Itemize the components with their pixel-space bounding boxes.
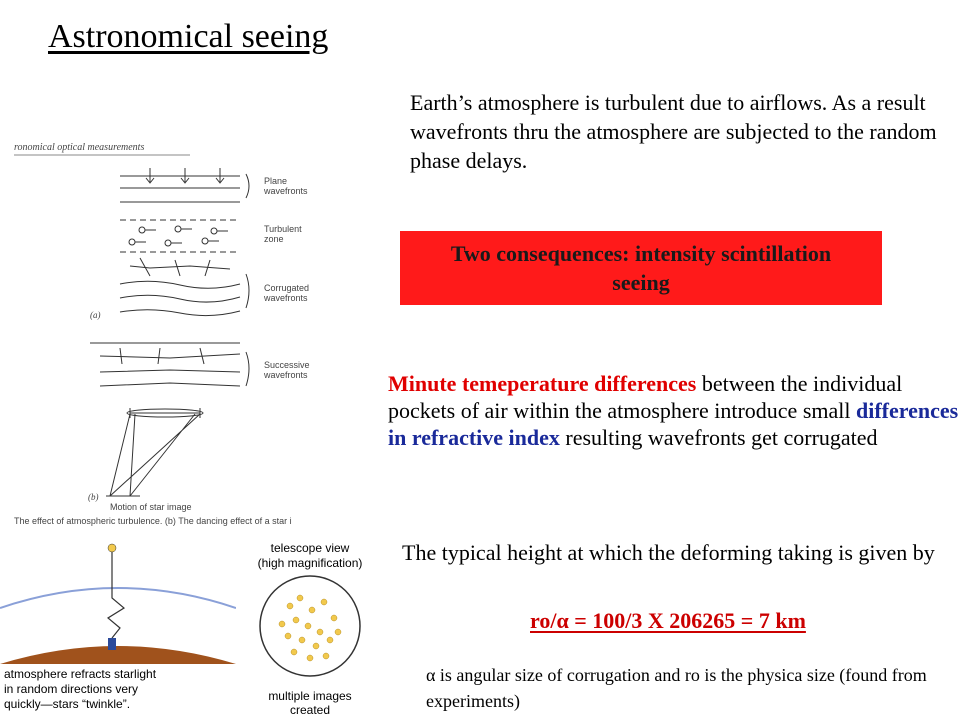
diagram-header: ronomical optical measurements — [14, 142, 145, 153]
panel-b-label: (b) — [88, 492, 99, 502]
label-successive-2: wavefronts — [264, 370, 308, 380]
corrugated-wavefronts — [120, 258, 249, 316]
label-plane-2: wavefronts — [264, 186, 308, 196]
ground-arc — [0, 646, 236, 664]
label-corrugated-2: wavefronts — [264, 293, 308, 303]
telescope-view-illustration — [238, 540, 384, 720]
consequences-box — [400, 231, 882, 305]
telescope-title-2: (high magnification) — [257, 556, 363, 570]
label-plane-1: Plane — [264, 176, 288, 186]
telescope-caption-2: created — [289, 703, 331, 717]
formula-note: α is angular size of corrugation and ro is the physica size (found from experiments) — [426, 665, 927, 711]
twinkle-caption-3: quickly—stars “twinkle”. — [4, 697, 131, 711]
panel-a-label: (a) — [90, 310, 101, 320]
plane-wavefronts — [120, 168, 249, 202]
label-corrugated-1: Corrugated — [264, 283, 310, 293]
intro-paragraph: Earth’s atmosphere is turbulent due to airflows. As a result wavefronts thru the atmosphere are subjected to the random phase delays. — [410, 90, 937, 173]
label-turbulent-1: Turbulent — [264, 224, 302, 234]
light-path — [108, 552, 124, 638]
refraction-text-1: between the individual pockets of air within the atmosphere introduce small — [388, 371, 903, 423]
refraction-text-2: resulting wavefronts get corrugated — [559, 425, 878, 450]
telescope-title-1: telescope view — [270, 541, 350, 555]
temperature-emphasis: Minute temeperature differences — [388, 371, 697, 396]
twinkle-caption-1: atmosphere refracts starlight — [4, 667, 157, 681]
wavefront-diagram — [0, 128, 372, 530]
diagram-caption: The effect of atmospheric turbulence. (b) The dancing effect of a star i — [14, 516, 292, 526]
refraction-paragraph — [388, 370, 960, 451]
successive-wavefronts — [90, 343, 249, 496]
refractive-index-emphasis: differences in refractive index — [388, 398, 959, 450]
telescope-caption-1: multiple images — [268, 689, 352, 703]
twinkle-caption-2: in random directions very — [4, 682, 139, 696]
height-formula: ro/α = 100/3 X 206265 = 7 km — [530, 608, 806, 633]
star-icon — [108, 544, 116, 552]
consequences-line-2: seeing — [612, 270, 670, 295]
turbulent-zone — [120, 220, 240, 252]
height-paragraph: The typical height at which the deforming taking is given by — [402, 540, 935, 565]
label-motion: Motion of star image — [110, 502, 192, 512]
atmosphere-arc — [0, 588, 236, 608]
label-turbulent-2: zone — [264, 234, 284, 244]
twinkle-illustration — [0, 538, 236, 720]
page-title: Astronomical seeing — [48, 18, 329, 55]
label-successive-1: Successive — [264, 360, 310, 370]
consequences-line-1: Two consequences: intensity scintillation — [450, 241, 832, 266]
observer-icon — [108, 638, 116, 650]
